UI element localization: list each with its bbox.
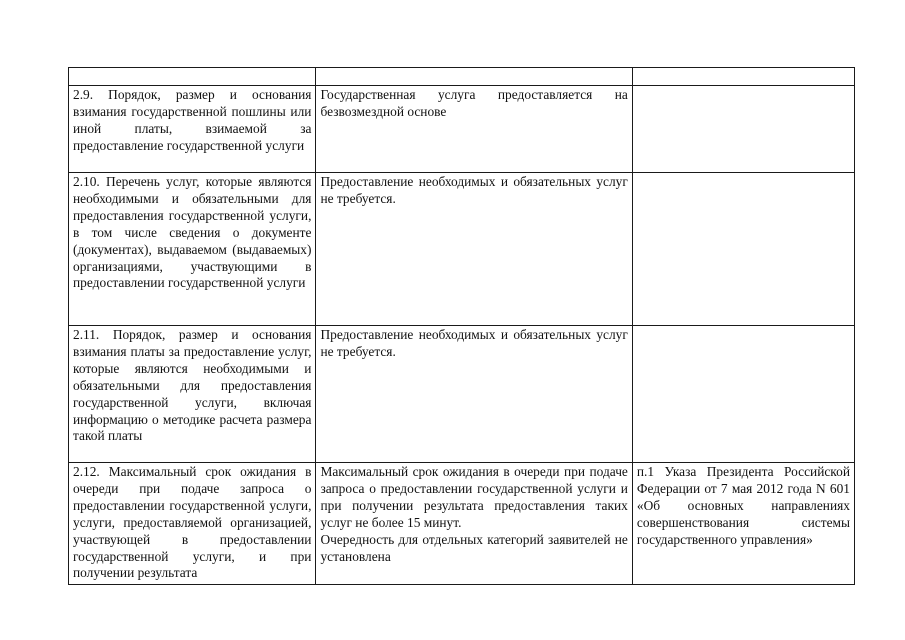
section-2-12-content-paragraph-1: Максимальный срок ожидания в очереди при подаче запроса о предоставлении государственной услуги и при получении результата предоставления таких услуг не более 15 минут.: [320, 464, 628, 530]
section-2-12-content-paragraph-2: Очередность для отдельных категорий заявителей не установлена: [320, 531, 628, 564]
table-cell: [316, 68, 632, 86]
table-cell: [632, 68, 854, 86]
table-cell: [69, 68, 316, 86]
section-2-11-basis: [632, 326, 854, 463]
section-2-9-content: Государственная услуга предоставляется на безвозмездной основе: [316, 86, 632, 173]
table-row: [69, 326, 855, 463]
table-row: [69, 173, 855, 326]
regulation-table: [68, 67, 855, 585]
section-2-11-content: Предоставление необходимых и обязательных услуг не требуется.: [316, 326, 632, 463]
section-2-12-basis: п.1 Указа Президента Российской Федерации от 7 мая 2012 года N 601 «Об основных направлениях совершенствования системы государственного управления»: [632, 463, 854, 585]
table-row-header-blank: [69, 68, 855, 86]
section-2-9-basis: [632, 86, 854, 173]
section-2-12-title: 2.12. Максимальный срок ожидания в очереди при подаче запроса о предоставлении государственной услуги, услуги, предоставляемой организацией, участвующей в предоставлении государственной услуги, и при получении результата: [69, 463, 316, 585]
section-2-10-content: Предоставление необходимых и обязательных услуг не требуется.: [316, 173, 632, 326]
section-2-9-title: 2.9. Порядок, размер и основания взимания государственной пошлины или иной платы, взимаемой за предоставление государственной услуги: [69, 86, 316, 173]
section-2-10-title: 2.10. Перечень услуг, которые являются необходимыми и обязательными для предоставления государственной услуги, в том числе сведения о документе (документах), выдаваемом (выдаваемых) организациями, участвующими в предоставлении государственной услуги: [69, 173, 316, 326]
section-2-12-content: [316, 463, 632, 585]
section-2-10-basis: [632, 173, 854, 326]
section-2-11-title: 2.11. Порядок, размер и основания взимания платы за предоставление услуг, которые являются необходимыми и обязательными для предоставления государственной услуги, включая информацию о методике расчета размера такой платы: [69, 326, 316, 463]
table-row: [69, 463, 855, 585]
table-row: [69, 86, 855, 173]
